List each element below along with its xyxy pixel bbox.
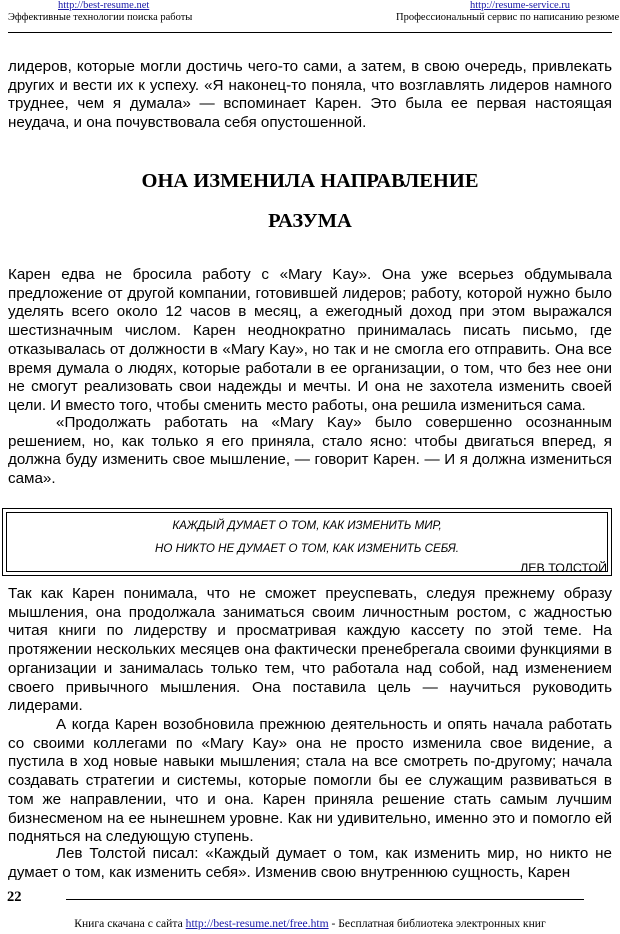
footer-suffix: - Бесплатная библиотека электронных книг <box>331 917 546 930</box>
page-number: 22 <box>7 889 22 905</box>
header-right-subtitle: Профессиональный сервис по написанию резюме <box>396 12 620 23</box>
quote-line-2: НО НИКТО НЕ ДУМАЕТ О ТОМ, КАК ИЗМЕНИТЬ СЕБЯ. <box>154 542 459 555</box>
paragraph-2: «Продолжать работать на «Mary Kay» было совершенно осознанным решением, но, как только я его приняла, стало ясно: чтобы двигаться вперед, я должна буду изменить свое мышление, — говорит Карен. — И я должна измениться сама». <box>8 414 612 488</box>
paragraph-1: Карен едва не бросила работу с «Mary Kay». Она уже всерьез обдумывала предложение от другой компании, готовившей лидеров; работу, которой нужно было уделять всего около 12 часов в месяц, а ежегодный доход при этом выражался шестизначным числом. Карен неоднократно принималась писать письмо, где отказывалась от должности в «Mary Kay», но так и не смогла его отправить. Она все время думала о людях, которые работали в ее организации, о том, что без нее они не смогут реализовать свои надежды и мечты. И она не захотела изменить своей цели. И вместо того, чтобы сменить место работы, она решила измениться сама. <box>8 266 612 414</box>
header-right-link[interactable]: http://resume-service.ru <box>470 0 571 11</box>
footer-divider <box>66 899 584 900</box>
quote-box <box>2 508 612 576</box>
paragraph-continuation: лидеров, которые могли достичь чего-то сами, а затем, в свою очередь, привлекать других и вести их к успеху. «Я наконец-то поняла, что возглавлять лидеров намного труднее, чем я думала» — вспоминает Карен. Это была ее первая настоящая неудача, и она почувствовала себя опустошенной. <box>8 58 612 132</box>
footer-prefix: Книга скачана с сайта <box>74 917 183 930</box>
section-heading-line1: ОНА ИЗМЕНИЛА НАПРАВЛЕНИЕ <box>141 170 479 192</box>
header-left-subtitle: Эффективные технологии поиска работы <box>8 12 193 23</box>
paragraph-3: Так как Карен понимала, что не сможет преуспевать, следуя прежнему образу мышления, она продолжала заниматься своим личностным ростом, с жадностью читая книги по лидерству и просматривая каждую кассету по этой теме. На протяжении нескольких месяцев она фактически пренебрегала своими функциями в организации и занималась только тем, что работала над собой, над изменением своего привычного мышления. Она поставила цель — научиться руководить лидерами. <box>8 585 612 715</box>
footer-line <box>0 917 620 930</box>
header-divider <box>8 32 612 33</box>
quote-line-1: КАЖДЫЙ ДУМАЕТ О ТОМ, КАК ИЗМЕНИТЬ МИР, <box>172 519 442 532</box>
paragraph-5: Лев Толстой писал: «Каждый думает о том, как изменить мир, но никто не думает о том, как изменить себя». Изменив свою внутреннюю сущность, Карен <box>8 845 612 881</box>
footer-link[interactable]: http://best-resume.net/free.htm <box>185 917 329 930</box>
section-heading-line2: РАЗУМА <box>268 210 352 232</box>
paragraph-4: А когда Карен возобновила прежнюю деятельность и опять начала работать со своими коллегами по «Mary Kay» она не просто изменила свое видение, а пустила в ход новые навыки мышления; стала на все смотреть по-другому; начала создавать стратегии и системы, которые помогли бы ее служащим развиваться в том же направлении, что и она. Карен приняла решение стать самым лучшим бизнесменом на ее нынешнем уровне. Как ни удивительно, именно это и помогло ей подняться на следующую ступень. <box>8 716 612 846</box>
header-left-link[interactable]: http://best-resume.net <box>58 0 150 11</box>
quote-author: ЛЕВ ТОЛСТОЙ <box>520 561 607 575</box>
